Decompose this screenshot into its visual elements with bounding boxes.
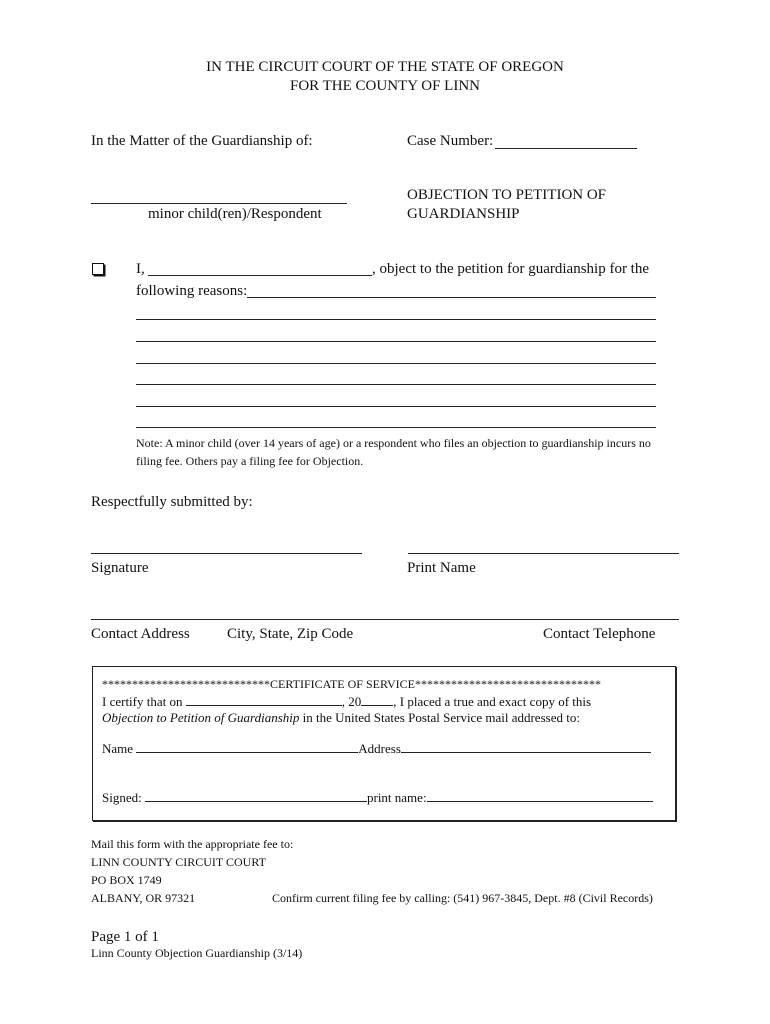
certify-mail-text: in the United States Postal Service mail addressed to:: [299, 710, 580, 725]
respondent-name-field[interactable]: [91, 203, 347, 204]
mail-court-name: LINN COUNTY CIRCUIT COURT: [91, 855, 266, 869]
document-title-line2: GUARDIANSHIP: [407, 206, 520, 222]
reasons-line-4[interactable]: [136, 363, 656, 364]
objection-intro-prefix: I,: [136, 261, 145, 277]
cert-name-field[interactable]: [136, 740, 358, 753]
respectfully-submitted: Respectfully submitted by:: [91, 494, 253, 510]
certify-date-field[interactable]: [186, 693, 342, 706]
case-number-field[interactable]: [495, 148, 637, 149]
contact-info-field[interactable]: [91, 619, 679, 620]
certify-prefix: I certify that on: [102, 694, 183, 709]
court-heading: IN THE CIRCUIT COURT OF THE STATE OF OREGON: [206, 59, 564, 75]
city-state-zip-label: City, State, Zip Code: [227, 626, 354, 642]
county-heading: FOR THE COUNTY OF LINN: [289, 78, 480, 94]
cert-print-name-label: print name:: [366, 790, 427, 805]
note-line-2: filing fee. Others pay a filing fee for Objection.: [136, 454, 364, 468]
print-name-field[interactable]: [408, 553, 679, 554]
reasons-line-6[interactable]: [136, 406, 656, 407]
mail-po-box: PO BOX 1749: [91, 873, 162, 887]
cert-signed-label: Signed:: [102, 790, 142, 805]
confirm-fee-text: Confirm current filing fee by calling: (541) 967-3845, Dept. #8 (Civil Records): [272, 891, 653, 905]
certify-year-field[interactable]: [361, 693, 393, 706]
matter-label: In the Matter of the Guardianship of:: [91, 133, 313, 149]
reasons-line-5[interactable]: [136, 384, 656, 385]
cert-signed-field[interactable]: [145, 789, 367, 802]
certify-doc-name: Objection to Petition of Guardianship: [102, 710, 300, 725]
print-name-label: Print Name: [407, 560, 476, 576]
objection-checkbox[interactable]: [92, 263, 104, 275]
reasons-label: following reasons:: [136, 283, 248, 299]
certificate-title: ****************************CERTIFICATE OF SERVICE*******************************: [102, 677, 601, 691]
document-title-line1: OBJECTION TO PETITION OF: [407, 187, 607, 203]
page-number: Page 1 of 1: [91, 929, 159, 945]
reasons-line-1[interactable]: [247, 297, 656, 298]
signature-label: Signature: [91, 560, 149, 576]
name-address-line: [102, 740, 651, 757]
cert-address-field[interactable]: [401, 740, 651, 753]
signature-field[interactable]: [91, 553, 362, 554]
reasons-line-2[interactable]: [136, 319, 656, 320]
cert-print-name-field[interactable]: [427, 789, 653, 802]
mail-city: ALBANY, OR 97321: [91, 891, 196, 905]
certify-line: [102, 693, 591, 710]
cert-name-label: Name: [102, 741, 134, 756]
respondent-label: minor child(ren)/Respondent: [148, 206, 322, 222]
reasons-line-3[interactable]: [136, 341, 656, 342]
objection-intro-suffix: , object to the petition for guardianship for the: [372, 261, 650, 277]
reasons-line-7[interactable]: [136, 427, 656, 428]
contact-address-label: Contact Address: [91, 626, 190, 642]
case-number-label: Case Number:: [407, 133, 494, 149]
cert-address-label: Address: [358, 741, 401, 756]
signed-line: [102, 789, 653, 806]
certify-suffix: , I placed a true and exact copy of this: [393, 694, 592, 709]
contact-telephone-label: Contact Telephone: [543, 626, 656, 642]
mail-instruction: Mail this form with the appropriate fee to:: [91, 837, 294, 851]
form-identifier: Linn County Objection Guardianship (3/14): [91, 946, 303, 960]
objector-name-field[interactable]: [148, 275, 372, 276]
note-line-1: Note: A minor child (over 14 years of age) or a respondent who files an objection to guardianship incurs no: [136, 436, 651, 450]
certify-year-prefix: , 20: [341, 694, 362, 709]
certify-doc-line: [102, 710, 580, 726]
